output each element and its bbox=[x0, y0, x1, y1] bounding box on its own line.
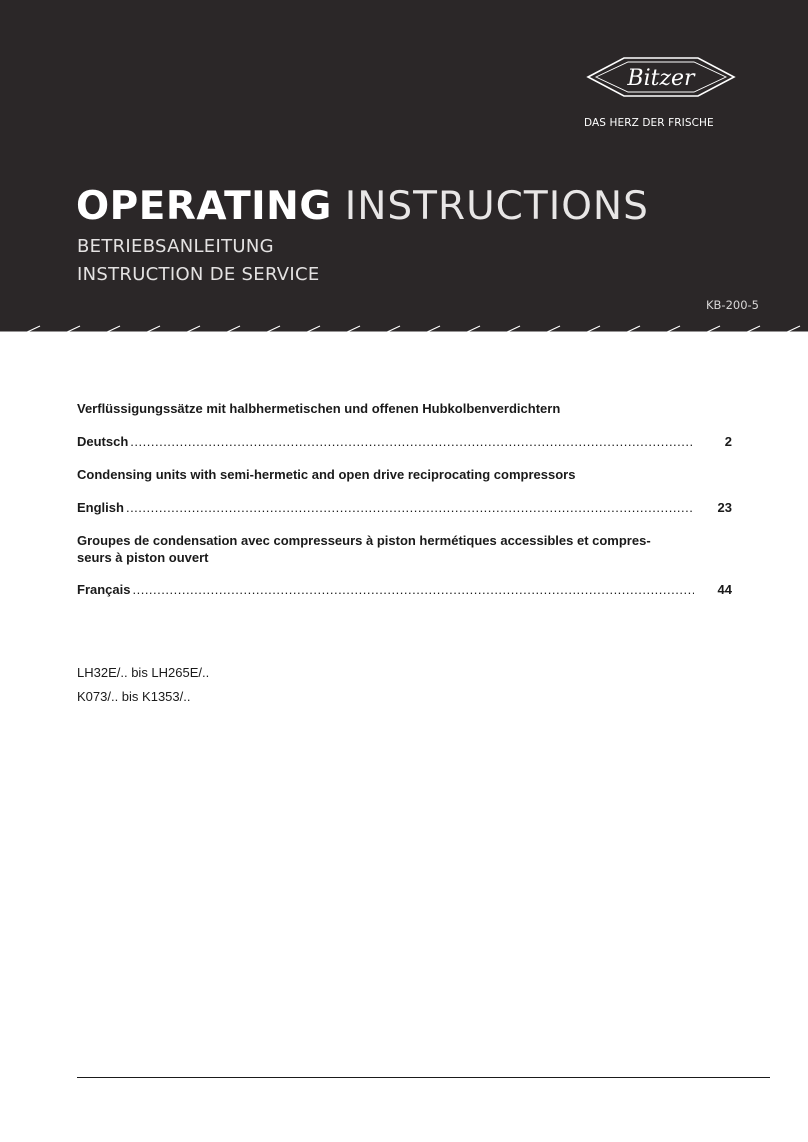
bitzer-logo bbox=[586, 52, 736, 102]
toc-leader-dots bbox=[126, 499, 694, 516]
toc-heading-continued: seurs à piston ouvert bbox=[77, 550, 209, 565]
table-of-contents bbox=[77, 400, 732, 598]
model-range-k: K073/.. bis K1353/.. bbox=[77, 689, 191, 704]
toc-section-german bbox=[77, 400, 732, 450]
toc-page-number: 44 bbox=[717, 582, 732, 597]
title-bold-part: OPERATING bbox=[76, 184, 332, 229]
subtitle-german: BETRIEBSANLEITUNG bbox=[77, 236, 274, 257]
toc-page-number: 23 bbox=[717, 500, 732, 515]
toc-language: English bbox=[77, 500, 124, 515]
page-title bbox=[76, 184, 649, 230]
document-code: KB-200-5 bbox=[706, 298, 759, 312]
toc-entry-english[interactable] bbox=[77, 499, 732, 516]
toc-entry-deutsch[interactable] bbox=[77, 433, 732, 450]
cover-header bbox=[0, 0, 808, 342]
model-range bbox=[77, 661, 209, 709]
toc-page-number: 2 bbox=[724, 434, 732, 449]
model-range-lh: LH32E/.. bis LH265E/.. bbox=[77, 665, 210, 680]
title-light-part: INSTRUCTIONS bbox=[344, 184, 649, 229]
toc-language: Deutsch bbox=[77, 434, 129, 449]
toc-language: Français bbox=[77, 582, 131, 597]
toc-entry-francais[interactable] bbox=[77, 581, 732, 598]
toc-heading: Groupes de condensation avec compresseurs à piston hermétiques accessibles et compres- bbox=[77, 533, 651, 548]
brand-tagline: DAS HERZ DER FRISCHE bbox=[584, 117, 714, 129]
toc-heading: Verflüssigungssätze mit halbhermetischen und offenen Hubkolbenverdichtern bbox=[77, 401, 561, 416]
toc-section-english bbox=[77, 466, 732, 516]
toc-leader-dots bbox=[130, 433, 694, 450]
logo-wordmark: Bitzer bbox=[627, 66, 695, 91]
decorative-stripe-band bbox=[0, 323, 808, 342]
footer-divider bbox=[77, 1077, 770, 1078]
toc-leader-dots bbox=[132, 581, 694, 598]
toc-heading: Condensing units with semi-hermetic and open drive reciprocating compressors bbox=[77, 467, 576, 482]
subtitle-french: INSTRUCTION DE SERVICE bbox=[77, 264, 320, 285]
toc-section-french bbox=[77, 532, 732, 598]
